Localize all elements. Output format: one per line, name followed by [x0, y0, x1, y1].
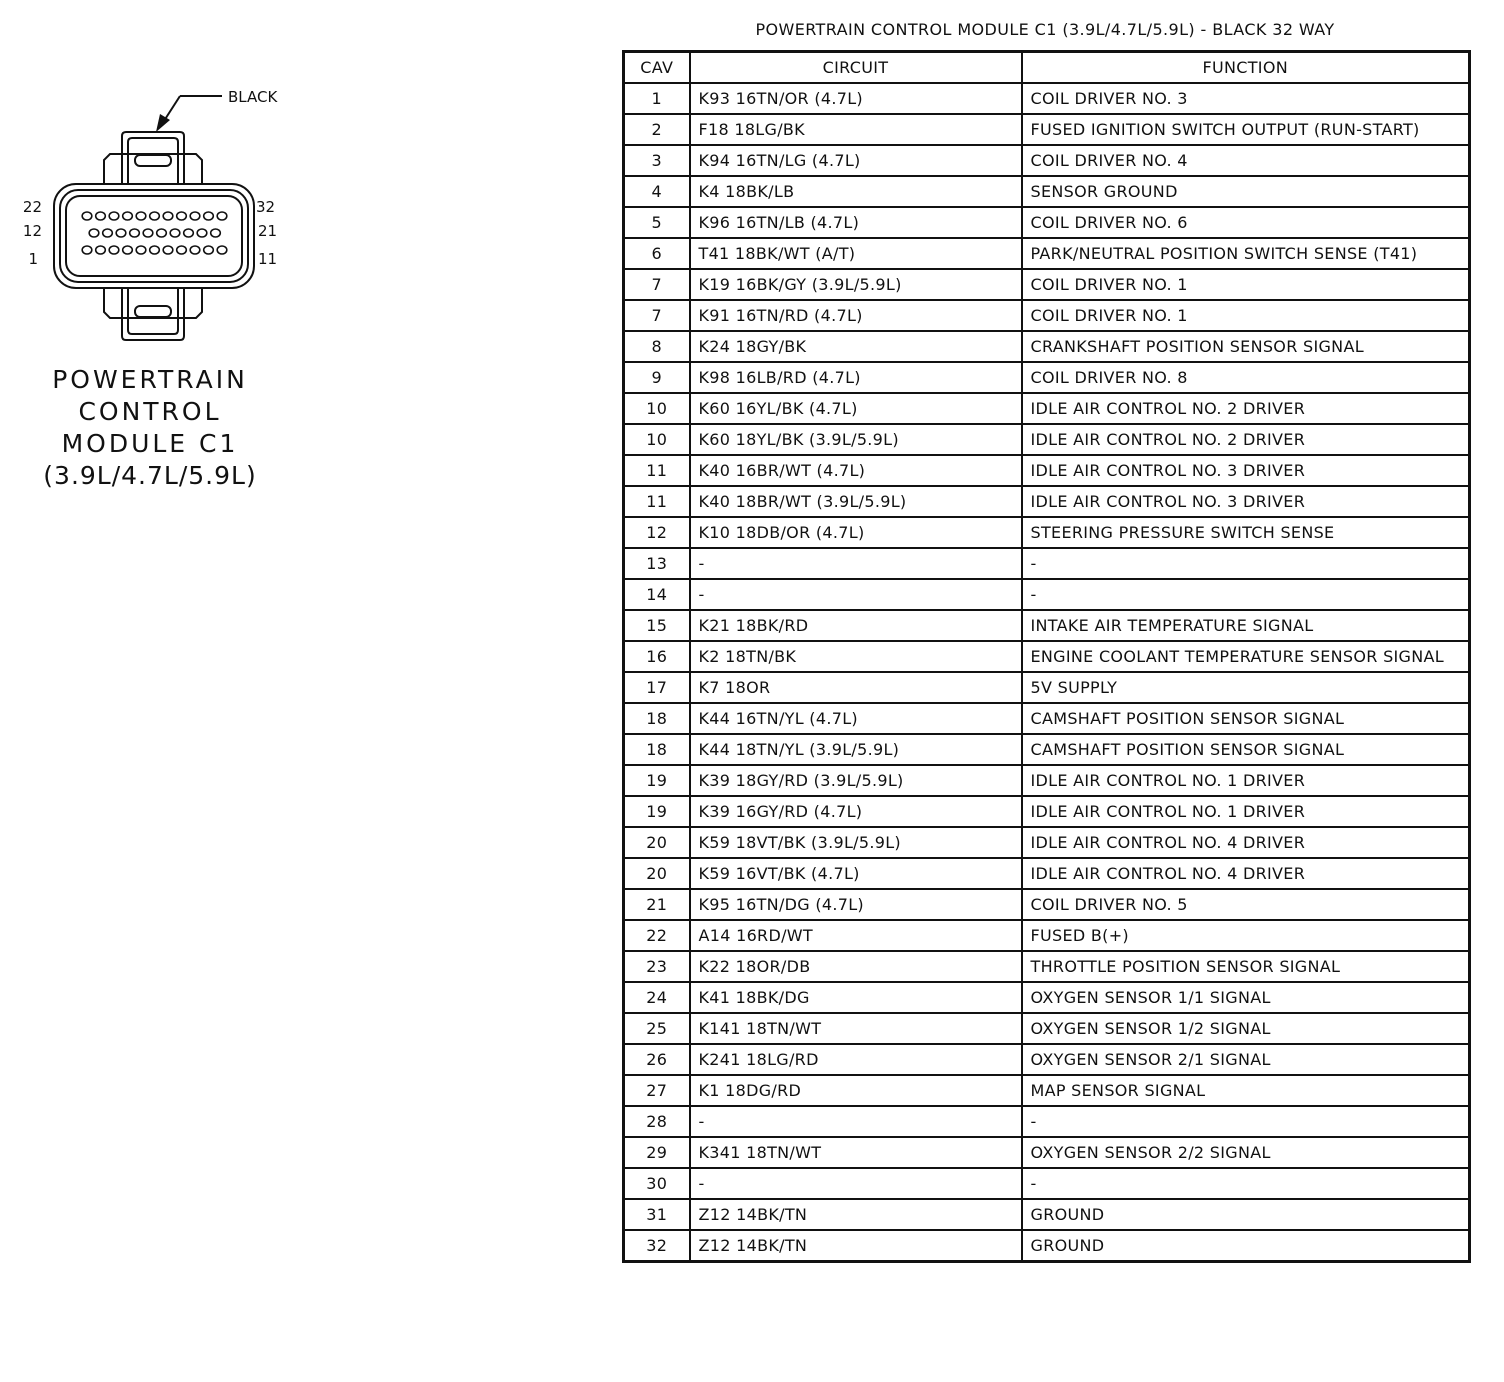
header-function: FUNCTION [1022, 52, 1470, 84]
table-row [624, 889, 1470, 920]
cav-cell: 10 [624, 424, 690, 455]
table-row [624, 424, 1470, 455]
circuit-cell: K7 18OR [690, 672, 1022, 703]
function-cell: COIL DRIVER NO. 3 [1022, 83, 1470, 114]
table-row [624, 1106, 1470, 1137]
table-row [624, 1044, 1470, 1075]
circuit-cell: K44 18TN/YL (3.9L/5.9L) [690, 734, 1022, 765]
cav-cell: 2 [624, 114, 690, 145]
circuit-cell: K59 16VT/BK (4.7L) [690, 858, 1022, 889]
cav-cell: 31 [624, 1199, 690, 1230]
cav-cell: 32 [624, 1230, 690, 1262]
pin-label-12: 12 [22, 222, 42, 240]
function-cell: OXYGEN SENSOR 1/2 SIGNAL [1022, 1013, 1470, 1044]
function-cell: IDLE AIR CONTROL NO. 3 DRIVER [1022, 486, 1470, 517]
connector-top-latch [122, 132, 184, 188]
function-cell: CAMSHAFT POSITION SENSOR SIGNAL [1022, 734, 1470, 765]
pin-out-table [622, 50, 1471, 1263]
function-cell: - [1022, 1168, 1470, 1199]
function-cell: THROTTLE POSITION SENSOR SIGNAL [1022, 951, 1470, 982]
table-row [624, 610, 1470, 641]
circuit-cell: K39 18GY/RD (3.9L/5.9L) [690, 765, 1022, 796]
table-row [624, 734, 1470, 765]
circuit-cell: K98 16LB/RD (4.7L) [690, 362, 1022, 393]
cav-cell: 7 [624, 300, 690, 331]
function-cell: STEERING PRESSURE SWITCH SENSE [1022, 517, 1470, 548]
table-row [624, 331, 1470, 362]
circuit-cell: K10 18DB/OR (4.7L) [690, 517, 1022, 548]
table-row [624, 145, 1470, 176]
circuit-cell: K93 16TN/OR (4.7L) [690, 83, 1022, 114]
circuit-cell: K39 16GY/RD (4.7L) [690, 796, 1022, 827]
circuit-cell: K24 18GY/BK [690, 331, 1022, 362]
cav-cell: 1 [624, 83, 690, 114]
pin-label-1: 1 [28, 250, 38, 268]
function-cell: OXYGEN SENSOR 2/1 SIGNAL [1022, 1044, 1470, 1075]
circuit-cell: K94 16TN/LG (4.7L) [690, 145, 1022, 176]
cav-cell: 12 [624, 517, 690, 548]
circuit-cell: T41 18BK/WT (A/T) [690, 238, 1022, 269]
table-row [624, 1075, 1470, 1106]
table-row [624, 207, 1470, 238]
cav-cell: 10 [624, 393, 690, 424]
table-row [624, 238, 1470, 269]
table-row [624, 672, 1470, 703]
cav-cell: 9 [624, 362, 690, 393]
function-cell: ENGINE COOLANT TEMPERATURE SENSOR SIGNAL [1022, 641, 1470, 672]
circuit-cell: K59 18VT/BK (3.9L/5.9L) [690, 827, 1022, 858]
circuit-cell: K4 18BK/LB [690, 176, 1022, 207]
table-row [624, 1199, 1470, 1230]
circuit-cell: K1 18DG/RD [690, 1075, 1022, 1106]
circuit-cell: K341 18TN/WT [690, 1137, 1022, 1168]
cav-cell: 20 [624, 858, 690, 889]
table-row [624, 703, 1470, 734]
function-cell: PARK/NEUTRAL POSITION SWITCH SENSE (T41) [1022, 238, 1470, 269]
function-cell: COIL DRIVER NO. 1 [1022, 269, 1470, 300]
function-cell: GROUND [1022, 1199, 1470, 1230]
circuit-cell: - [690, 1168, 1022, 1199]
function-cell: IDLE AIR CONTROL NO. 4 DRIVER [1022, 858, 1470, 889]
circuit-cell: - [690, 1106, 1022, 1137]
cav-cell: 25 [624, 1013, 690, 1044]
connector-bottom-latch [122, 284, 184, 340]
function-cell: GROUND [1022, 1230, 1470, 1262]
function-cell: COIL DRIVER NO. 6 [1022, 207, 1470, 238]
function-cell: 5V SUPPLY [1022, 672, 1470, 703]
cav-cell: 21 [624, 889, 690, 920]
function-cell: COIL DRIVER NO. 5 [1022, 889, 1470, 920]
cav-cell: 15 [624, 610, 690, 641]
cav-cell: 14 [624, 579, 690, 610]
table-header-row [624, 52, 1470, 84]
table-row [624, 362, 1470, 393]
cav-cell: 30 [624, 1168, 690, 1199]
table-row [624, 83, 1470, 114]
function-cell: INTAKE AIR TEMPERATURE SIGNAL [1022, 610, 1470, 641]
table-row [624, 1168, 1470, 1199]
circuit-cell: K40 16BR/WT (4.7L) [690, 455, 1022, 486]
table-row [624, 393, 1470, 424]
circuit-cell: K60 16YL/BK (4.7L) [690, 393, 1022, 424]
cav-cell: 16 [624, 641, 690, 672]
function-cell: FUSED IGNITION SWITCH OUTPUT (RUN-START) [1022, 114, 1470, 145]
cav-cell: 4 [624, 176, 690, 207]
circuit-cell: K22 18OR/DB [690, 951, 1022, 982]
circuit-cell: Z12 14BK/TN [690, 1230, 1022, 1262]
pointer-arrowhead [156, 114, 170, 132]
cav-cell: 28 [624, 1106, 690, 1137]
pin-label-22: 22 [22, 198, 42, 216]
function-cell: MAP SENSOR SIGNAL [1022, 1075, 1470, 1106]
connector-diagram [0, 0, 300, 350]
table-row [624, 951, 1470, 982]
function-cell: OXYGEN SENSOR 1/1 SIGNAL [1022, 982, 1470, 1013]
cav-cell: 18 [624, 734, 690, 765]
table-row [624, 455, 1470, 486]
function-cell: COIL DRIVER NO. 1 [1022, 300, 1470, 331]
circuit-cell: Z12 14BK/TN [690, 1199, 1022, 1230]
caption-line-1: POWERTRAIN [52, 365, 248, 394]
cav-cell: 26 [624, 1044, 690, 1075]
table-row [624, 1230, 1470, 1262]
table-row [624, 827, 1470, 858]
function-cell: - [1022, 579, 1470, 610]
function-cell: IDLE AIR CONTROL NO. 2 DRIVER [1022, 393, 1470, 424]
header-cav: CAV [624, 52, 690, 84]
table-row [624, 269, 1470, 300]
connector-color-label: BLACK [228, 88, 278, 106]
function-cell: CRANKSHAFT POSITION SENSOR SIGNAL [1022, 331, 1470, 362]
table-row [624, 641, 1470, 672]
table-row [624, 300, 1470, 331]
caption-line-4: (3.9L/4.7L/5.9L) [43, 461, 257, 490]
cav-cell: 5 [624, 207, 690, 238]
circuit-cell: - [690, 579, 1022, 610]
pin-label-21: 21 [258, 222, 278, 240]
cav-cell: 6 [624, 238, 690, 269]
caption-line-3: MODULE C1 [61, 429, 239, 458]
cav-cell: 29 [624, 1137, 690, 1168]
cav-cell: 7 [624, 269, 690, 300]
function-cell: IDLE AIR CONTROL NO. 2 DRIVER [1022, 424, 1470, 455]
circuit-cell: F18 18LG/BK [690, 114, 1022, 145]
table-row [624, 114, 1470, 145]
cav-cell: 20 [624, 827, 690, 858]
cav-cell: 19 [624, 796, 690, 827]
circuit-cell: K95 16TN/DG (4.7L) [690, 889, 1022, 920]
cav-cell: 17 [624, 672, 690, 703]
connector-caption [30, 364, 270, 492]
table-row [624, 920, 1470, 951]
cav-cell: 27 [624, 1075, 690, 1106]
cav-cell: 19 [624, 765, 690, 796]
function-cell: - [1022, 1106, 1470, 1137]
function-cell: COIL DRIVER NO. 8 [1022, 362, 1470, 393]
table-title: POWERTRAIN CONTROL MODULE C1 (3.9L/4.7L/5.9L) - BLACK 32 WAY [755, 20, 1335, 39]
function-cell: IDLE AIR CONTROL NO. 1 DRIVER [1022, 765, 1470, 796]
circuit-cell: K41 18BK/DG [690, 982, 1022, 1013]
cav-cell: 23 [624, 951, 690, 982]
circuit-cell: A14 16RD/WT [690, 920, 1022, 951]
pin-label-11: 11 [258, 250, 278, 268]
cav-cell: 3 [624, 145, 690, 176]
function-cell: COIL DRIVER NO. 4 [1022, 145, 1470, 176]
circuit-cell: K91 16TN/RD (4.7L) [690, 300, 1022, 331]
circuit-cell: K21 18BK/RD [690, 610, 1022, 641]
table-row [624, 579, 1470, 610]
circuit-cell: K19 16BK/GY (3.9L/5.9L) [690, 269, 1022, 300]
cav-cell: 18 [624, 703, 690, 734]
table-row [624, 982, 1470, 1013]
circuit-cell: K44 16TN/YL (4.7L) [690, 703, 1022, 734]
cav-cell: 11 [624, 486, 690, 517]
header-circuit: CIRCUIT [690, 52, 1022, 84]
function-cell: - [1022, 548, 1470, 579]
cav-cell: 8 [624, 331, 690, 362]
table-row [624, 548, 1470, 579]
circuit-cell: K241 18LG/RD [690, 1044, 1022, 1075]
circuit-cell: K96 16TN/LB (4.7L) [690, 207, 1022, 238]
function-cell: OXYGEN SENSOR 2/2 SIGNAL [1022, 1137, 1470, 1168]
function-cell: FUSED B(+) [1022, 920, 1470, 951]
connector-housing [54, 184, 254, 288]
cav-cell: 11 [624, 455, 690, 486]
caption-line-2: CONTROL [78, 397, 222, 426]
function-cell: IDLE AIR CONTROL NO. 1 DRIVER [1022, 796, 1470, 827]
table-row [624, 765, 1470, 796]
cav-cell: 13 [624, 548, 690, 579]
table-row [624, 1013, 1470, 1044]
table-row [624, 1137, 1470, 1168]
table-row [624, 176, 1470, 207]
function-cell: CAMSHAFT POSITION SENSOR SIGNAL [1022, 703, 1470, 734]
function-cell: IDLE AIR CONTROL NO. 4 DRIVER [1022, 827, 1470, 858]
circuit-cell: K60 18YL/BK (3.9L/5.9L) [690, 424, 1022, 455]
circuit-cell: K141 18TN/WT [690, 1013, 1022, 1044]
circuit-cell: - [690, 548, 1022, 579]
circuit-cell: K2 18TN/BK [690, 641, 1022, 672]
table-row [624, 796, 1470, 827]
cav-cell: 24 [624, 982, 690, 1013]
function-cell: SENSOR GROUND [1022, 176, 1470, 207]
circuit-cell: K40 18BR/WT (3.9L/5.9L) [690, 486, 1022, 517]
table-row [624, 486, 1470, 517]
pin-label-32: 32 [256, 198, 276, 216]
cav-cell: 22 [624, 920, 690, 951]
table-row [624, 858, 1470, 889]
table-row [624, 517, 1470, 548]
function-cell: IDLE AIR CONTROL NO. 3 DRIVER [1022, 455, 1470, 486]
